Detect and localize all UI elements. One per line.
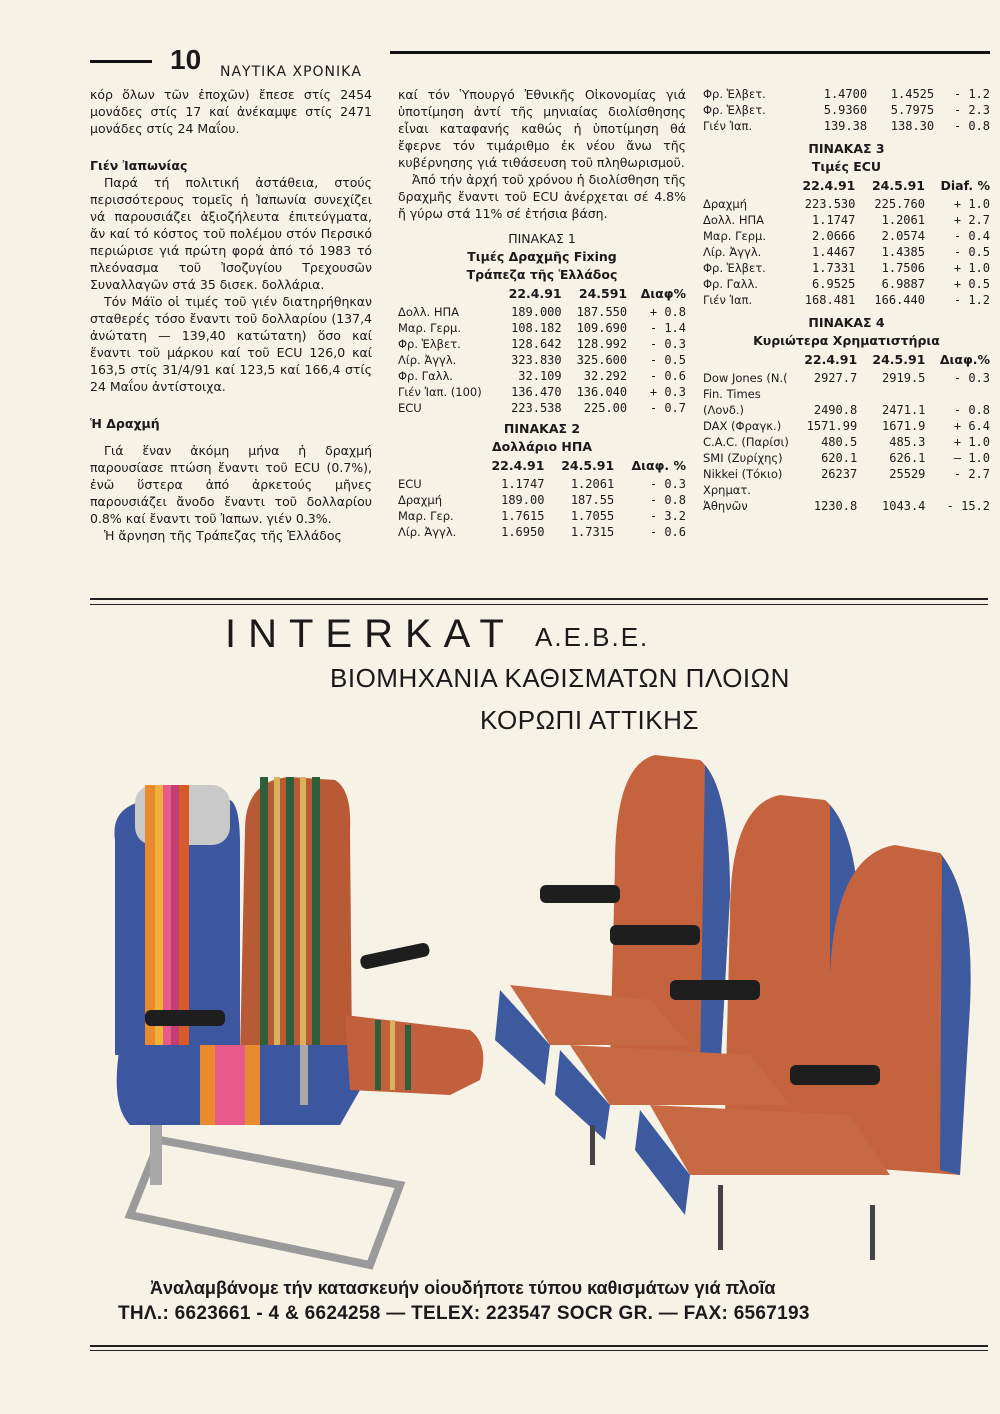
table-cell: Λίρ. Ἀγγλ. [398,353,457,367]
table-cell: - 0.6 [649,525,686,539]
table-cell: C.A.C. (Παρίσι) [703,435,789,449]
table-cell: Μαρ. Γερμ. [703,229,767,243]
table-3-grid [703,176,990,308]
table-cell: 26237 [821,467,858,481]
table-2-grid [398,456,686,540]
publication-name: ΝΑΥΤΙΚΑ ΧΡΟΝΙΚΑ [220,64,362,80]
paragraph-continued: κόρ ὅλων τῶν ἐποχῶν) ἔπεσε στίς 2454 μονάδες στίς 17 καί ἀνέκαμψε στίς 2471 μονάδες στίς 24 Μαΐου. [90,87,372,136]
table-cell: 32.109 [518,369,562,383]
table-cell: 1671.9 [882,419,926,433]
table-cell: Φρ. Γαλλ. [703,277,758,291]
table-cell: 1.7615 [501,509,545,523]
table-3 [703,140,990,308]
table-cell: Γιέν Ἰαπ. (100) [398,385,482,399]
table-cell: Φρ. Ἑλβετ. [703,103,766,117]
paragraph-drachma-1: Γιά ἕναν ἀκόμη μήνα ἡ δραχμή παρουσίασε πτώση ἔναντι τοῦ ECU (0.7%), ἐνῶ ὕστερα ἀπό ἀρκετούς μῆνες παρουσιάζει ἄνοδο ἔναντι τοῦ δολλαρίου 0.8% καί ἔναντι τοῦ Ἰαπων. γιέν 0.3%. [90,443,372,526]
table-cell: 1.4525 [890,87,935,101]
table-cell: Χρηματ. Ἀθηνῶν [703,483,751,513]
table-cell: 136.470 [511,385,562,399]
table-4 [703,314,990,514]
table-cell: 187.550 [576,305,628,319]
table-cell: Γιέν Ἰαπ. [703,293,753,307]
table-1 [398,230,686,416]
table-cell: Φρ. Ἑλβετ. [703,261,766,275]
table-row [398,492,686,508]
ad-location: ΚΟΡΩΠΙ ΑΤΤΙΚΗΣ [480,705,699,735]
ad-bottom-rule-thin [90,1350,988,1351]
table-cell: + 2.7 [953,213,990,227]
table-3-col-head: Diaf. % [940,178,990,193]
table-row [703,370,990,386]
table-row [703,292,990,308]
table-row [703,276,990,292]
table-cell: 1.1747 [501,477,545,491]
table-row [703,418,990,434]
table-cell: Λίρ. Ἀγγλ. [703,245,762,259]
table-cell: 108.182 [511,321,562,335]
table-cell: - 1.2 [953,87,990,101]
table-1-col-head: 22.4.91 [508,286,562,301]
table-cell: + 1.0 [953,261,990,275]
table-cell: Nikkei (Τόκιο) [703,467,783,481]
table-2-title: Δολλάριο ΗΠΑ [491,439,593,454]
table-cell: Δραχμή [703,197,747,211]
table-cell: 136.040 [576,385,628,399]
header-rule-left [90,60,152,63]
table-4-grid [703,350,990,514]
table-cell: - 2.7 [953,467,990,481]
ad-headline: ΒΙΟΜΗΧΑΝΙΑ ΚΑΘΙΣΜΑΤΩΝ ΠΛΟΙΩΝ [330,663,790,693]
table-1-col-head: 24.591 [578,286,628,301]
table-cell: 225.00 [583,401,628,415]
table-3-number: ΠΙΝΑΚΑΣ 3 [808,141,885,156]
table-cell: 1.2061 [570,477,615,491]
table-2 [398,420,686,540]
table-cell: - 0.8 [953,403,990,417]
table-2-continued [703,86,990,134]
ad-top-rule-thin [90,604,988,605]
table-cell: 2490.8 [813,403,858,417]
table-row [398,304,686,320]
table-cell: 1.1747 [812,213,856,227]
table-cell: ECU [398,477,422,491]
table-cell: 1.2061 [881,213,925,227]
table-row [398,400,686,416]
table-2-col-head: Διαφ. % [631,458,686,473]
table-cell: - 0.3 [649,477,686,491]
table-cell: - 1.2 [953,293,990,307]
column-3 [703,86,990,514]
table-cell: Λίρ. Ἀγγλ. [398,525,457,539]
table-cell: 2471.1 [882,403,926,417]
striped-double-seat [114,777,483,1265]
table-cell: 1.4700 [823,87,868,101]
table-cell: 128.992 [576,337,628,351]
table-cell: Δραχμή [398,493,442,507]
table-cell: 1571.99 [806,419,858,433]
table-cell: 626.1 [889,451,926,465]
table-cell: 2927.7 [813,371,858,385]
table-cell: + 1.0 [953,435,990,449]
table-cell: 189.000 [511,305,562,319]
table-cell: - 3.2 [649,509,686,523]
table-cell: Fin. Times (Λονδ.) [703,387,761,417]
table-1-grid [398,284,686,416]
paragraph-devaluation: καί τόν Ὑπουργό Ἐθνικῆς Οἰκονομίας γιά ὑποτίμηση ἀντί τῆς μηνιαίας διολίσθησης εἶναι καταφανής καθώς ἡ ὑποτίμηση θά ἔφερνε τόν τιμάριθμο ἐκ νέου ἄνω τῆς κυβέρνησης γιά τιθάσευση τοῦ πληθωρισμοῦ. [398,87,686,170]
table-row [398,320,686,336]
table-cell: - 0.6 [649,369,686,383]
table-cell: - 2.3 [953,103,990,117]
table-cell: 223.530 [804,197,856,211]
table-3-col-head: 22.4.91 [802,178,856,193]
table-cell: - 0.7 [649,401,686,415]
table-2-number: ΠΙΝΑΚΑΣ 2 [503,421,581,436]
table-row [703,466,990,482]
table-cell: + 1.0 [953,197,990,211]
table-cell: 1.4385 [881,245,925,259]
table-cell: Δολλ. ΗΠΑ [703,213,764,227]
table-row [398,476,686,492]
table-cell: 1.7331 [812,261,856,275]
table-row [703,212,990,228]
table-row [703,102,990,118]
ship-seats-photo [90,745,990,1270]
table-3-col-head: 24.5.91 [871,178,925,193]
paragraph-yen-1: Παρά τή πολιτική ἀστάθεια, στούς περισσότερους τομεῖς ἡ Ἰαπωνία συνεχίζει νά παρουσιάζει ἀξιοζήλευτα ἐπιτεύγματα, ἄν καί τό κόστος τοῦ πολέμου στόν Περσικό περιώρισε γιά πρώτη φορά ἀπό τό 1983 τό πλεόνασμα τοῦ Ἰσοζυγίου Τρεχουσῶν Συναλλαγῶν στά 35 δισεκ. δολλάρια. [90,175,372,292]
ad-brand-suffix: A.E.B.E. [535,622,650,652]
triple-bench-seat [495,755,971,1260]
heading-yen: Γιέν Ἰαπωνίας [90,158,188,173]
table-cell: 325.600 [576,353,628,367]
table-4-col-head: Διαφ.% [939,352,990,367]
table-cell: 128.642 [511,337,562,351]
table-cell: – 1.0 [953,451,990,465]
table-cell: + 6.4 [953,419,990,433]
table-2-col-head: 24.5.91 [561,458,615,473]
table-cell: + 0.5 [953,277,990,291]
table-cell: - 0.8 [953,119,990,133]
table-4-col-head: 24.5.91 [872,352,926,367]
table-cell: 480.5 [821,435,858,449]
table-cell: DAX (Φραγκ.) [703,419,782,433]
table-4-number: ΠΙΝΑΚΑΣ 4 [808,315,885,330]
table-row [703,244,990,260]
table-cell: - 1.4 [649,321,686,335]
table-row [703,86,990,102]
table-cell: 187.55 [570,493,615,507]
table-1-col-head: Διαφ% [640,286,686,301]
table-cell: 2.0574 [881,229,925,243]
table-cell: 5.7975 [890,103,935,117]
table-row [703,450,990,466]
table-cell: 138.30 [890,119,935,133]
table-cell: 2919.5 [882,371,926,385]
column-2 [398,86,686,540]
table-cell: 109.690 [576,321,628,335]
ad-bottom-rule [90,1345,988,1347]
ad-brand-name: INTERKAT [225,612,516,656]
table-row [398,384,686,400]
table-cell: Μαρ. Γερ. [398,509,454,523]
table-cell: SMI (Ζυρίχης) [703,451,783,465]
table-cell: Dow Jones (N.( [703,371,788,385]
table-cell: 139.38 [823,119,868,133]
table-1-subtitle: Τράπεζα τῆς Ἑλλάδος [466,267,618,282]
ad-tagline: Ἀναλαμβάνομε τήν κατασκευήν οἱουδήποτε τύπου καθισμάτων γιά πλοῖα [150,1278,776,1298]
table-cell: - 15.2 [946,499,990,513]
table-cell: Φρ. Ἑλβετ. [398,337,461,351]
table-row [703,434,990,450]
table-cell: 323.830 [511,353,562,367]
table-row [703,228,990,244]
table-2-col-head: 22.4.91 [491,458,545,473]
column-1 [90,86,372,544]
table-cell: 25529 [889,467,926,481]
table-cell: Φρ. Γαλλ. [398,369,453,383]
table-row [398,524,686,540]
table-row [398,508,686,524]
table-cell: 32.292 [583,369,628,383]
table-cell: - 0.5 [953,245,990,259]
table-cell: - 0.3 [953,371,990,385]
paragraph-yen-2: Τόν Μάϊο οἱ τιμές τοῦ γιέν διατηρήθηκαν σταθερές τόσο ἔναντι τοῦ δολλαρίου (137,4 ἀνώτατη — 139,40 κατώτατη) ὅσο καί ἔναντι τοῦ μάρκου καί τοῦ ECU 126,0 καί 163,5 στίς 31/4/91 καί 123,5 καί 166,4 στίς 24 Μαΐου ἀντίστοιχα. [90,294,372,394]
paragraph-slide: Ἀπό τήν ἀρχή τοῦ χρόνου ἡ διολίσθηση τῆς δραχμῆς ἔναντι τοῦ ECU ἀνέρχεται σέ 4.8% ἤ γύρω στά 11% σέ ἐτήσια βάση. [398,172,686,221]
table-row [703,196,990,212]
table-cell: 6.9887 [881,277,925,291]
table-cell: 1.7055 [570,509,615,523]
table-cell: ECU [398,401,422,415]
table-cell: 189.00 [501,493,545,507]
table-cell: Γιέν Ἰαπ. [703,119,753,133]
table-cell: - 0.3 [649,337,686,351]
table-row [703,260,990,276]
header-rule-right [390,51,990,54]
table-cell: Φρ. Ἑλβετ. [703,87,766,101]
table-cell: 223.538 [511,401,562,415]
table-cell: 2.0666 [812,229,856,243]
table-cell: - 0.5 [649,353,686,367]
table-row [398,368,686,384]
table-4-title: Κυριώτερα Χρηματιστήρια [753,333,940,348]
table-row [703,482,990,514]
table-cell: Δολλ. ΗΠΑ [398,305,459,319]
table-4-col-head: 22.4.91 [804,352,858,367]
heading-drachma: Ἡ Δραχμή [90,416,160,431]
table-cell: 5.9360 [823,103,868,117]
table-3-title: Τιμές ECU [811,159,882,174]
table-cell: Μαρ. Γερμ. [398,321,462,335]
table-cell: 1.4467 [812,245,856,259]
table-1-title: Τιμές Δραχμῆς Fixing [467,249,617,264]
table-cell: 1.7506 [881,261,925,275]
paragraph-drachma-2: Ἡ ἄρνηση τῆς Τράπεζας τῆς Ἑλλάδος [104,528,342,543]
ad-contact-line: ΤΗΛ.: 6623661 - 4 & 6624258 — TELEX: 223547 SOCR GR. — FAX: 6567193 [118,1303,810,1324]
table-row [398,352,686,368]
table-cell: 6.9525 [812,277,856,291]
table-cell: - 0.8 [649,493,686,507]
table-1-number: ΠΙΝΑΚΑΣ 1 [508,231,576,246]
table-cell: + 0.8 [649,305,686,319]
table-cell: 166.440 [874,293,925,307]
table-row [398,336,686,352]
table-cell: 1043.4 [882,499,926,513]
table-cell: - 0.4 [953,229,990,243]
table-cell: 1.7315 [570,525,615,539]
table-cell: 1.6950 [501,525,545,539]
table-cell: 485.3 [889,435,926,449]
table-row [703,118,990,134]
table-cell: 620.1 [821,451,858,465]
table-row [703,386,990,418]
page-number: 10 [170,44,202,75]
table-cell: 168.481 [804,293,856,307]
table-cell: 1230.8 [813,499,858,513]
table-cell: + 0.3 [649,385,686,399]
table-cell: 225.760 [874,197,925,211]
ad-top-rule [90,598,988,600]
